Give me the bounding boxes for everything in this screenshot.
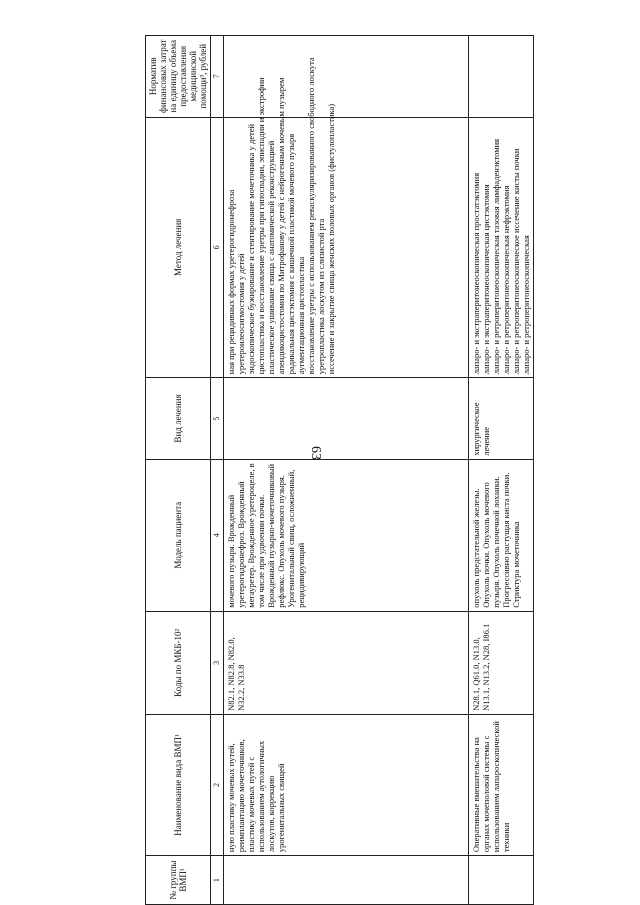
cell-norm <box>469 36 534 118</box>
method-item: лапаро- и ретроперитонеоскопическая тазовая лимфаденэктомия <box>491 138 501 375</box>
method-item: цистопластика и восстановление уретры при гипоспадии, эписпадии и экстрофии <box>256 77 266 375</box>
col-num: 6 <box>211 117 224 378</box>
method-item: апендикоцистостомия по Митрофанову у детей с нейрогенным мочевым пузырем <box>276 77 286 375</box>
table-row <box>469 36 534 905</box>
rotated-table-sheet <box>145 35 635 905</box>
col-num: 3 <box>211 611 224 714</box>
header-treatment: Вид лечения <box>146 378 211 459</box>
col-num: 1 <box>211 856 224 905</box>
method-item: эндоскопическое бужирование и стентирование мочеточника у детей <box>246 123 256 375</box>
col-num: 4 <box>211 459 224 611</box>
method-item: лапаро- и ретроперитонеоскопическая нефрэктомия <box>501 185 511 375</box>
header-group: № группы ВМП¹ <box>146 856 211 905</box>
method-item: иссечение и закрытие свища женских половых органов (фистулопластика) <box>326 103 336 375</box>
cell-model: мочевого пузыря. Врожденный уретерогидронефроз. Врожденный мегауретер. Врожденное уретероцеле, в том числе при удвоении почки. Врожденный пузырно-мочеточниковый рефлюкс. Опухоль мочевого пузыря. Урогенитальный свищ, осложненный, рецидивирующий <box>224 459 469 611</box>
header-method: Метод лечения <box>146 117 211 378</box>
cell-group <box>224 856 469 905</box>
cell-treatment: хирургическое лечение <box>469 378 534 459</box>
method-item: аугментационная цистопластика <box>296 256 306 375</box>
cell-name: Оперативные вмешательства на органах мочеполовой системы с использованием лапароскопической техники <box>469 714 534 855</box>
header-name: Наименование вида ВМП¹ <box>146 714 211 855</box>
col-num: 2 <box>211 714 224 855</box>
table-row <box>224 36 469 905</box>
header-model: Модель пациента <box>146 459 211 611</box>
cell-name: ную пластику мочевых путей, реимплантацию мочеточников, пластику мочевых путей с использованием аутологичных лоскутов, коррекцию урогенитальных свищей <box>224 714 469 855</box>
cell-codes: N28.1, Q61.0, N13.0, N13.1, N13.2, N28, I86.1 <box>469 611 534 714</box>
col-num: 5 <box>211 378 224 459</box>
cell-treatment <box>224 378 469 459</box>
cell-model: опухоль предстательной железы. Опухоль почки. Опухоль мочевого пузыря. Опухоль почечной лоханки. Прогрессивно растущая киста почки. Стриктура мочеточника <box>469 459 534 611</box>
header-codes: Коды по МКБ-10² <box>146 611 211 714</box>
method-item: пластическое ушивание свища с анатомической реконструкцией <box>266 140 276 375</box>
method-item: лапаро- и экстраперитонеоскопическая простатэктомия <box>471 172 481 375</box>
method-item: ная при рецидивных формах уретерогидронефроза <box>226 189 236 375</box>
method-item: радикальная цистэктомия с кишечной пластикой мочевого пузыря <box>286 133 296 375</box>
col-num: 7 <box>211 36 224 118</box>
page-number: 63 <box>308 446 323 460</box>
method-item: лапаро- и экстраперитонеоскопическая цистэктомия <box>481 184 491 375</box>
method-item: лапаро- и ретроперитонеоскопическая <box>521 235 531 375</box>
method-item: восстановление уретры с использованием реваскуляризированного свободного лоскута <box>306 57 316 375</box>
header-row <box>146 36 211 905</box>
cell-codes: N82.1, N82.8, N82.0, N32.2, N33.8 <box>224 611 469 714</box>
method-item: лапаро- и ретроперитонеоскопическое иссечение кисты почки <box>511 148 521 375</box>
vmp-table <box>145 35 534 905</box>
cell-methods <box>469 117 534 378</box>
method-item: уретропластика лоскутом из слизистой рта <box>316 218 326 375</box>
method-item: уретероилеосигмостомия у детей <box>236 253 246 375</box>
column-number-row <box>211 36 224 905</box>
header-norm: Норматив финансовых затрат на единицу объема предоставления медицинской помощи³, рублей <box>146 36 211 118</box>
cell-methods <box>224 57 469 378</box>
cell-group <box>469 856 534 905</box>
